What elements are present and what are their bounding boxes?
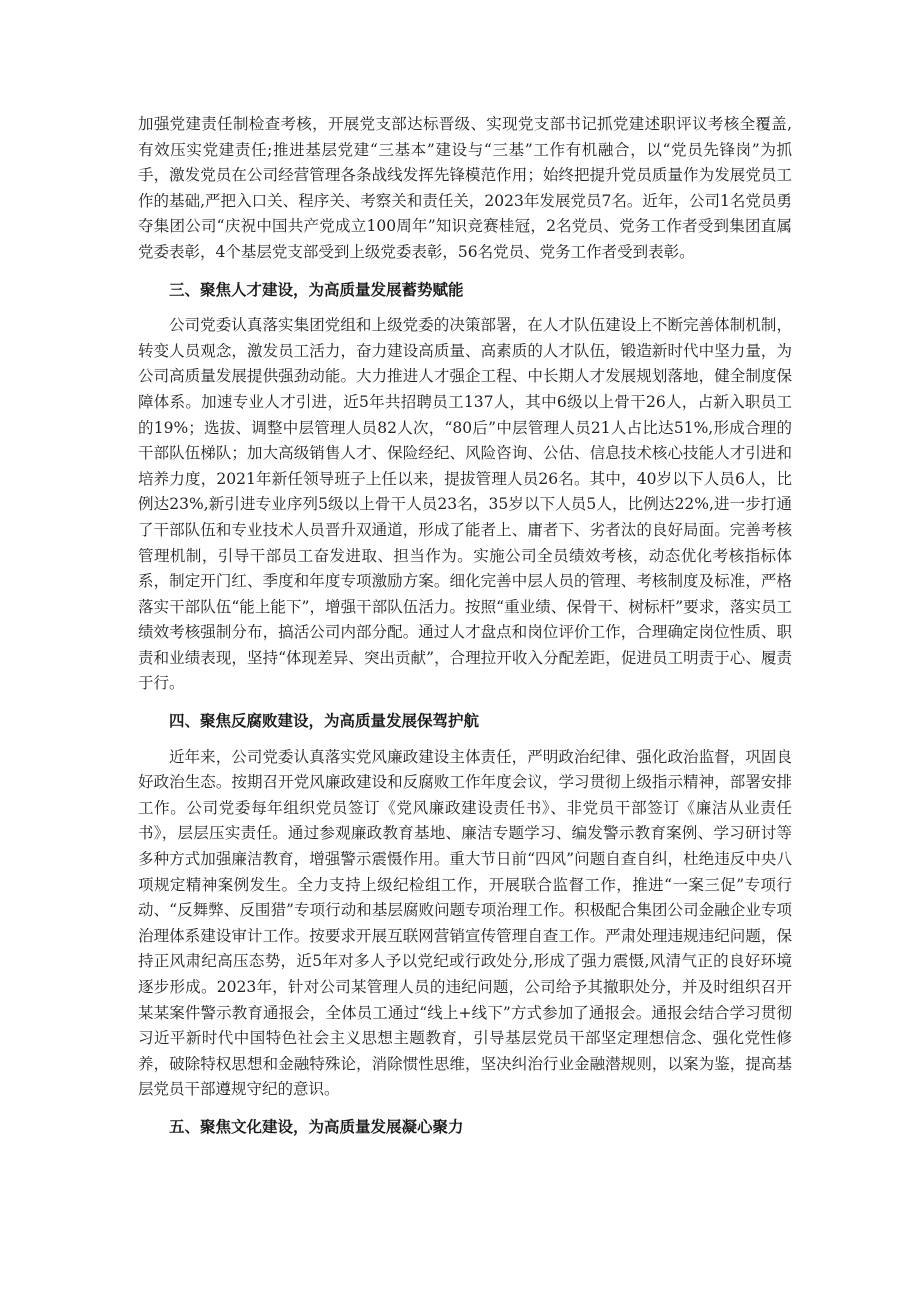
- body-paragraph-anti-corruption: 近年来，公司党委认真落实党风廉政建设主体责任，严明政治纪律、强化政治监督，巩固良好政治生态。按期召开党风廉政建设和反腐败工作年度会议，学习贯彻上级指示精神，部署安排工作。公司党委每年组织党员签订《党风廉政建设责任书》、非党员干部签订《廉洁从业责任书》，层层压实责任。通过参观廉政教育基地、廉洁专题学习、编发警示教育案例、学习研讨等多种方式加强廉洁教育，增强警示震慑作用。重大节日前“四风”问题自查自纠，杜绝违反中央八项规定精神案例发生。全力支持上级纪检组工作，开展联合监督工作，推进“一案三促”专项行动、“反舞弊、反围猎”专项行动和基层腐败问题专项治理工作。积极配合集团公司金融企业专项治理体系建设审计工作。按要求开展互联网营销宣传管理自查工作。严肃处理违规违纪问题，保持正风肃纪高压态势，近5年对多人予以党纪或行政处分,形成了强力震慑,风清气正的良好环境逐步形成。2023年，针对公司某管理人员的违纪问题，公司给予其撤职处分，并及时组织召开某某案件警示教育通报会，全体员工通过“线上+线下”方式参加了通报会。通报会结合学习贯彻习近平新时代中国特色社会主义思想主题教育，引导基层党员干部坚定理想信念、强化党性修养，破除特权思想和金融特殊论，消除惯性思维，坚决纠治行业金融潜规则，以案为鉴，提高基层党员干部遵规守纪的意识。: [138, 747, 792, 1099]
- section-heading-talent: 三、聚焦人才建设，为高质量发展蓄势赋能: [169, 280, 464, 299]
- body-paragraph-party-building: 加强党建责任制检查考核，开展党支部达标晋级、实现党支部书记抓党建述职评议考核全覆盖,有效压实党建责任;推进基层党建“三基本”建设与“三基”工作有机融合，以“党员先锋岗”为抓手，激发党员在公司经营管理各条战线发挥先锋模范作用；始终把提升党员质量作为发展党员工作的基础,严把入口关、程序关、考察关和责任关，2023年发展党员7名。近年，公司1名党员勇夺集团公司“庆祝中国共产党成立100周年”知识竞赛桂冠，2名党员、党务工作者受到集团直属党委表彰，4个基层党支部受到上级党委表彰，56名党员、党务工作者受到表彰。: [138, 115, 792, 261]
- section-heading-culture: 五、聚焦文化建设，为高质量发展凝心聚力: [169, 1117, 464, 1136]
- section-heading-anti-corruption: 四、聚焦反腐败建设，为高质量发展保驾护航: [169, 712, 480, 731]
- body-paragraph-talent: 公司党委认真落实集团党组和上级党委的决策部署，在人才队伍建设上不断完善体制机制，转变人员观念，激发员工活力，奋力建设高质量、高素质的人才队伍，锻造新时代中坚力量，为公司高质量发展提供强劲动能。大力推进人才强企工程、中长期人才发展规划落地，健全制度保障体系。加速专业人才引进，近5年共招聘员工137人，其中6级以上骨干26人，占新入职员工的19%；选拔、调整中层管理人员82人次，“80后”中层管理人员21人占比达51%,形成合理的干部队伍梯队；加大高级销售人才、保险经纪、风险咨询、公估、信息技术核心技能人才引进和培养力度，2021年新任领导班子上任以来，提拔管理人员26名。其中，40岁以下人员6人，比例达23%,新引进专业序列5级以上骨干人员23名，35岁以下人员5人，比例达22%,进一步打通了干部队伍和专业技术人员晋升双通道，形成了能者上、庸者下、劣者汰的良好局面。完善考核管理机制，引导干部员工奋发进取、担当作为。实施公司全员绩效考核，动态优化考核指标体系，制定开门红、季度和年度专项激励方案。细化完善中层人员的管理、考核制度及标准，严格落实干部队伍“能上能下”，增强干部队伍活力。按照“重业绩、保骨干、树标杆”要求，落实员工绩效考核强制分布，搞活公司内部分配。通过人才盘点和岗位评价工作，合理确定岗位性质、职责和业绩表现，坚持“体现差异、突出贡献”，合理拉开收入分配差距，促进员工明责于心、履责于行。: [138, 316, 792, 693]
